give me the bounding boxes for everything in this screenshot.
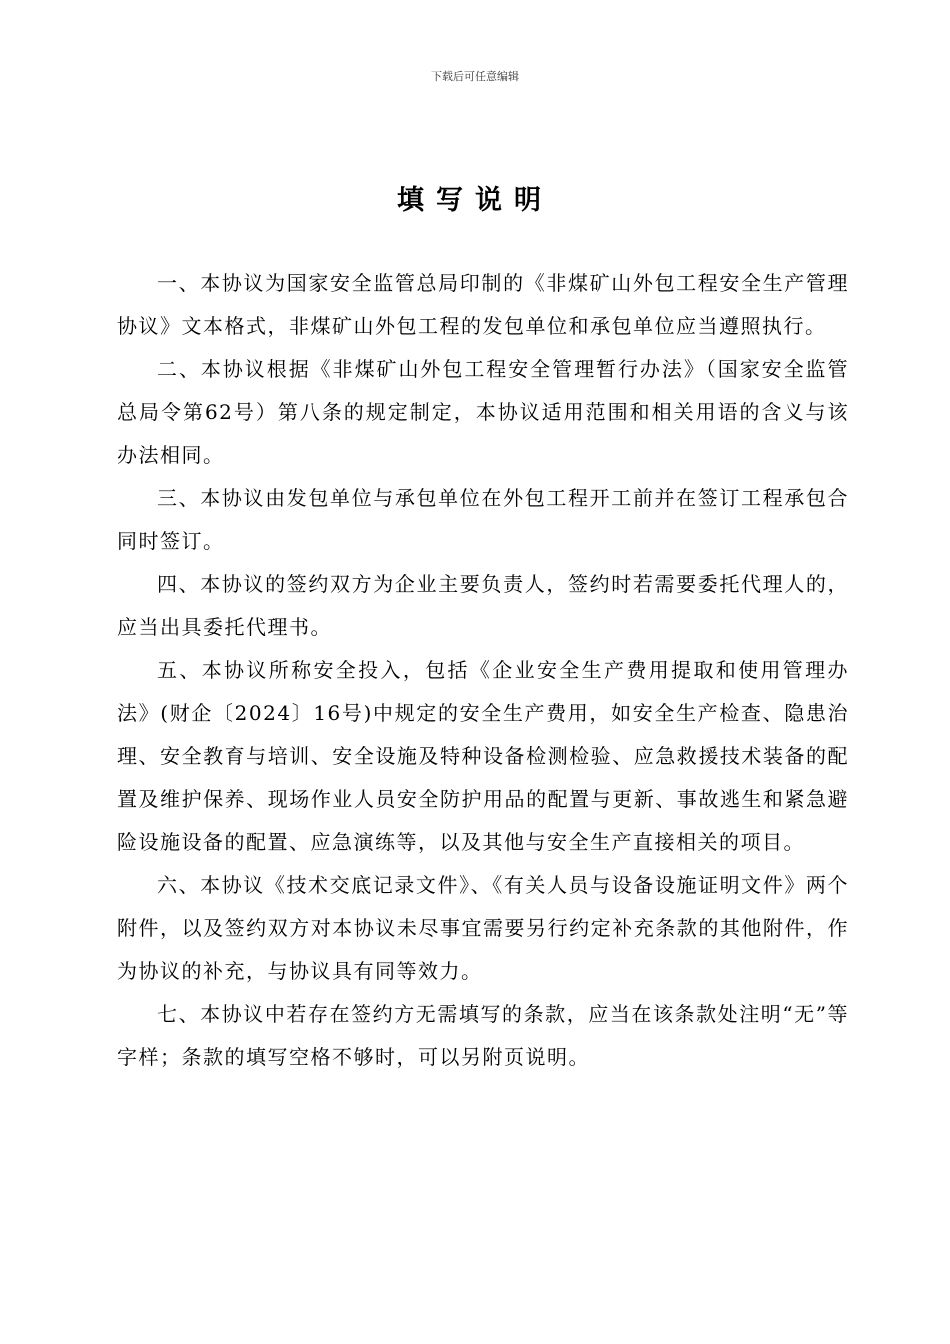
instruction-paragraph-2: 二、本协议根据《非煤矿山外包工程安全管理暂行办法》（国家安全监管总局令第62号）第八条的规定制定，本协议适用范围和相关用语的含义与该办法相同。 [117,357,849,467]
instruction-paragraph-6: 六、本协议《技术交底记录文件》、《有关人员与设备设施证明文件》两个附件，以及签约双方对本协议未尽事宜需要另行约定补充条款的其他附件，作为协议的补充，与协议具有同等效力。 [117,873,849,983]
page-title: 填写说明 [397,185,553,216]
instruction-paragraph-3: 三、本协议由发包单位与承包单位在外包工程开工前并在签订工程承包合同时签订。 [117,486,849,553]
instruction-paragraph-1: 一、本协议为国家安全监管总局印制的《非煤矿山外包工程安全生产管理协议》文本格式，非煤矿山外包工程的发包单位和承包单位应当遵照执行。 [117,271,849,338]
instructions-body [117,262,849,1079]
instruction-paragraph-5: 五、本协议所称安全投入，包括《企业安全生产费用提取和使用管理办法》(财企〔2024〕16号)中规定的安全生产费用，如安全生产检查、隐患治理、安全教育与培训、安全设施及特种设备检测检验、应急救援技术装备的配置及维护保养、现场作业人员安全防护用品的配置与更新、事故逃生和紧急避险设施设备的配置、应急演练等，以及其他与安全生产直接相关的项目。 [117,658,849,854]
instruction-paragraph-4: 四、本协议的签约双方为企业主要负责人，签约时若需要委托代理人的，应当出具委托代理书。 [117,572,849,639]
header-note: 下载后可任意编辑 [431,70,519,83]
instruction-paragraph-7: 七、本协议中若存在签约方无需填写的条款，应当在该条款处注明“无”等字样；条款的填写空格不够时，可以另附页说明。 [117,1002,849,1069]
